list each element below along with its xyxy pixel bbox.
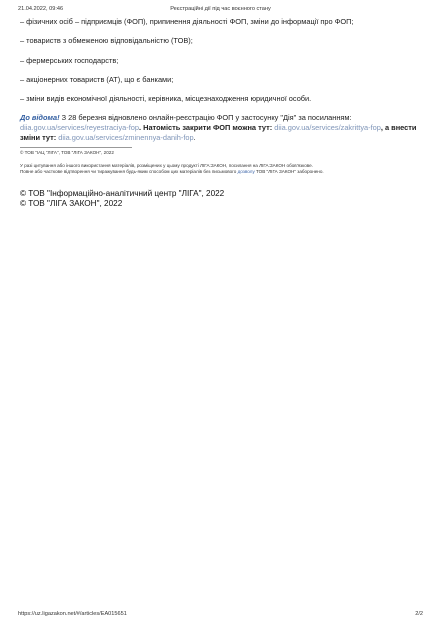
list-item: – товариств з обмеженою відповідальністю (ТОВ); (20, 36, 193, 46)
list-item: – фермерських господарств; (20, 55, 119, 65)
list-item: – акціонерних товариств (АТ), що є банками; (20, 74, 174, 84)
copyright-line: © ТОВ "Інформаційно-аналітичний центр "ЛІГА", 2022 (20, 189, 225, 199)
print-datetime: 21.04.2022, 09:46 (18, 6, 64, 12)
note-text: . (193, 132, 196, 142)
link-reyestraciya-fop[interactable]: diia.gov.ua/services/reyestraciya-fop (20, 123, 139, 133)
link-zakrittya-fop[interactable]: diia.gov.ua/services/zakrittya-fop (274, 123, 381, 133)
note-text-bold: . Натомість закрити ФОП можна тут: (139, 123, 275, 133)
fine-print-citation: У разі цитування або іншого використання матеріалів, розміщених у цьому продукті ЛІГА:ЗАКОН, посилання на ЛІГА:ЗАКОН обов'язкове. (20, 163, 314, 169)
page-number: 2/2 (415, 611, 423, 617)
note-text-bold: , а внести зміни тут: (20, 123, 417, 142)
note-text: З 28 березня відновлено онлайн-реєстрацію ФОП у застосунку "Дія" за посиланням: (59, 113, 352, 123)
divider (20, 147, 132, 148)
registration-list (20, 17, 421, 104)
fine-print-owner: © ТОВ "ІАЦ "ЛІГА", ТОВ "ЛІГА ЗАКОН", 2022 (20, 150, 114, 156)
copyright-block (20, 189, 421, 209)
link-zminennya-danih-fop[interactable]: diia.gov.ua/services/zminennya-danih-fop (58, 132, 194, 142)
list-item: – фізичних осіб – підприємців (ФОП), припинення діяльності ФОП, зміни до інформації про ФОП; (20, 17, 354, 26)
print-url: https://uz.ligazakon.net/#/articles/EA015651 (18, 611, 127, 617)
article-content (20, 17, 421, 209)
fine-print-reproduction: Повне або часткове відтворення чи тиражування будь-яким способом цих матеріалів без письмового дозволу ТОВ "ЛІГА ЗАКОН" заборонено. (20, 169, 324, 175)
copyright-line: © ТОВ "ЛІГА ЗАКОН", 2022 (20, 199, 123, 209)
list-item: – зміни видів економічної діяльності, керівника, місцезнаходження юридичної особи. (20, 94, 312, 104)
permission-link[interactable]: дозволу (237, 169, 255, 175)
info-note (20, 113, 421, 142)
note-lead: До відома! (20, 113, 60, 123)
print-page-title: Реєстраційні дії під час воєнного стану (170, 6, 271, 12)
